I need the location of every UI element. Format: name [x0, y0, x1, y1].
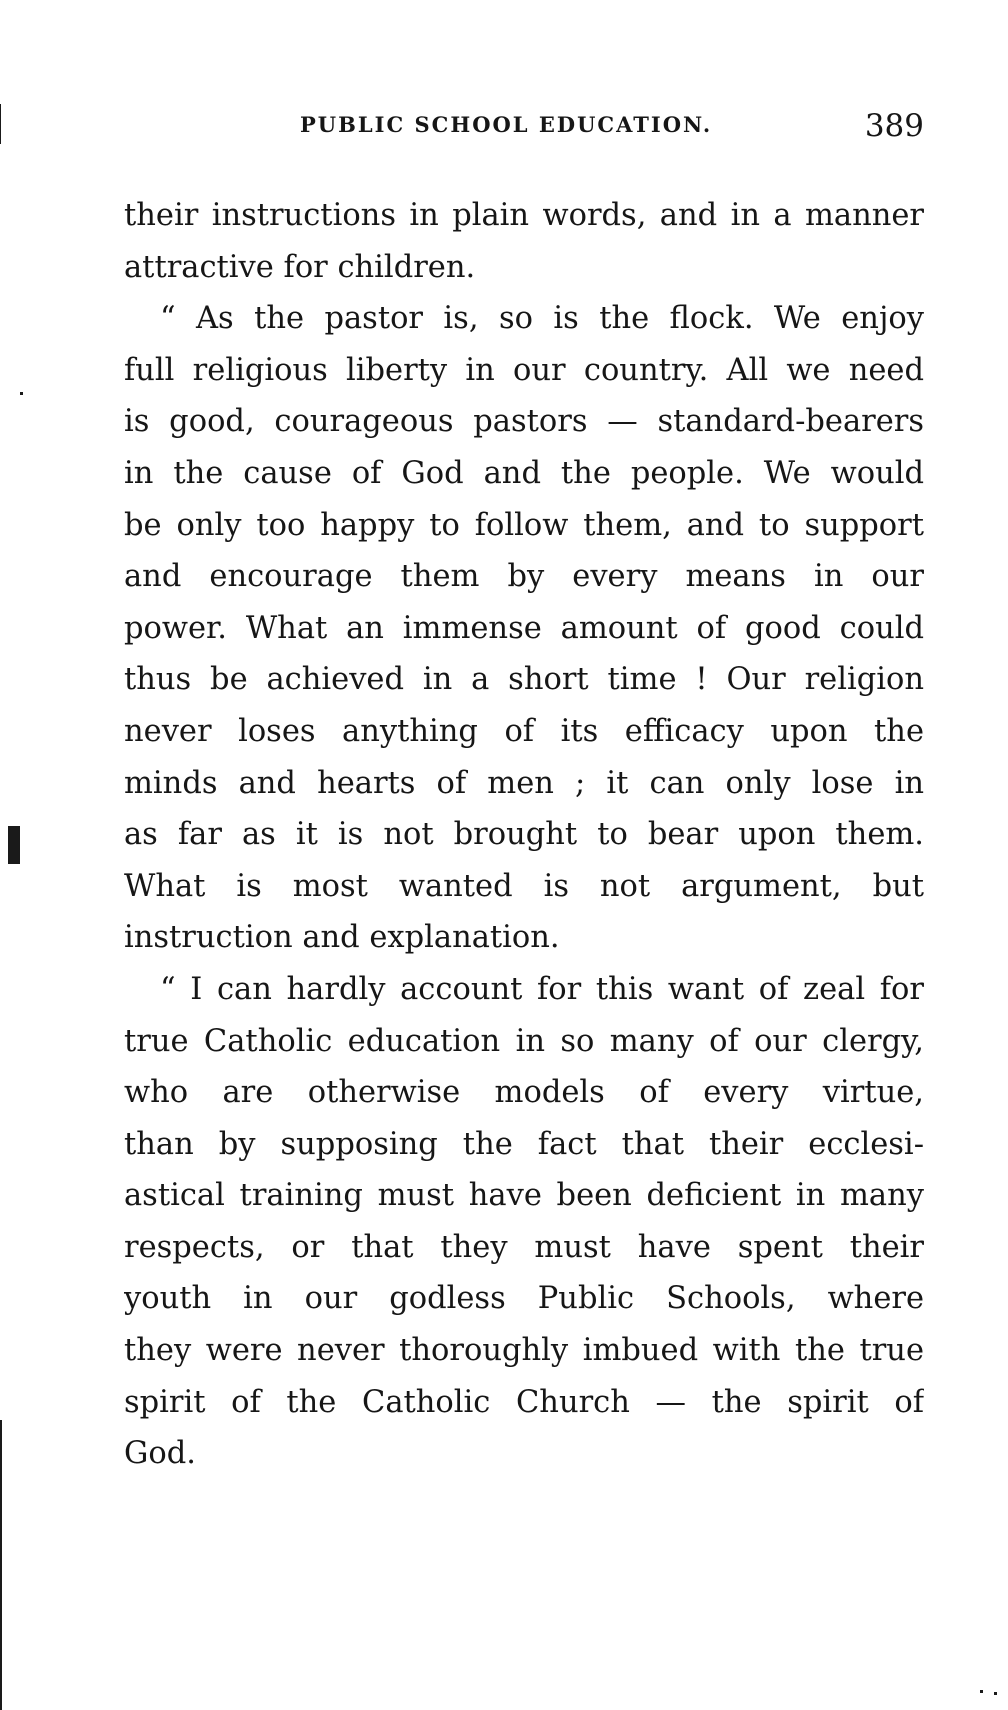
- scan-mark-dots-br: [980, 1690, 983, 1693]
- text-line: thus be achieved in a short time ! Our religion: [124, 662, 924, 698]
- running-title: PUBLIC SCHOOL EDUCATION.: [300, 112, 713, 137]
- text-line: their instructions in plain words, and in a manner: [124, 198, 924, 233]
- scan-mark-edge-line: [0, 1420, 2, 1710]
- scan-mark-dot: [20, 392, 23, 395]
- text-line: be only too happy to follow them, and to support: [124, 507, 924, 543]
- body-text: [124, 190, 924, 1480]
- text-line: in the cause of God and the people. We would: [124, 455, 924, 491]
- text-line: God.: [124, 1436, 196, 1472]
- page-number: 389: [864, 108, 924, 144]
- text-line: than by supposing the fact that their ecclesi-: [124, 1126, 924, 1162]
- text-line: is good, courageous pastors — standard-bearers: [124, 404, 924, 440]
- text-line: they were never thoroughly imbued with the true: [124, 1333, 924, 1369]
- text-line: respects, or that they must have spent their: [124, 1229, 924, 1265]
- text-line: never loses anything of its efficacy upon the: [124, 713, 924, 749]
- scan-mark-binding: [8, 826, 20, 864]
- text-line: minds and hearts of men ; it can only lose in: [124, 765, 924, 801]
- running-head: [124, 108, 924, 148]
- text-line: instruction and explanation.: [124, 920, 560, 956]
- text-line: who are otherwise models of every virtue,: [124, 1075, 924, 1111]
- text-line: and encourage them by every means in our: [124, 559, 924, 595]
- text-line: full religious liberty in our country. All we need: [124, 352, 924, 388]
- text-line: as far as it is not brought to bear upon them.: [124, 817, 924, 853]
- text-line: astical training must have been deficient in many: [124, 1178, 924, 1214]
- text-line: What is most wanted is not argument, but: [124, 868, 924, 904]
- scan-mark-dots-br2: [994, 1692, 997, 1695]
- text-line: “ I can hardly account for this want of zeal for: [160, 971, 924, 1007]
- text-line: power. What an immense amount of good could: [124, 610, 924, 646]
- text-line: youth in our godless Public Schools, where: [124, 1281, 924, 1317]
- text-line: true Catholic education in so many of our clergy,: [124, 1023, 924, 1059]
- text-line: “ As the pastor is, so is the flock. We enjoy: [160, 301, 924, 337]
- text-line: spirit of the Catholic Church — the spirit of: [124, 1384, 924, 1420]
- text-line: attractive for children.: [124, 249, 476, 285]
- scan-mark-edge-top: [0, 104, 1, 144]
